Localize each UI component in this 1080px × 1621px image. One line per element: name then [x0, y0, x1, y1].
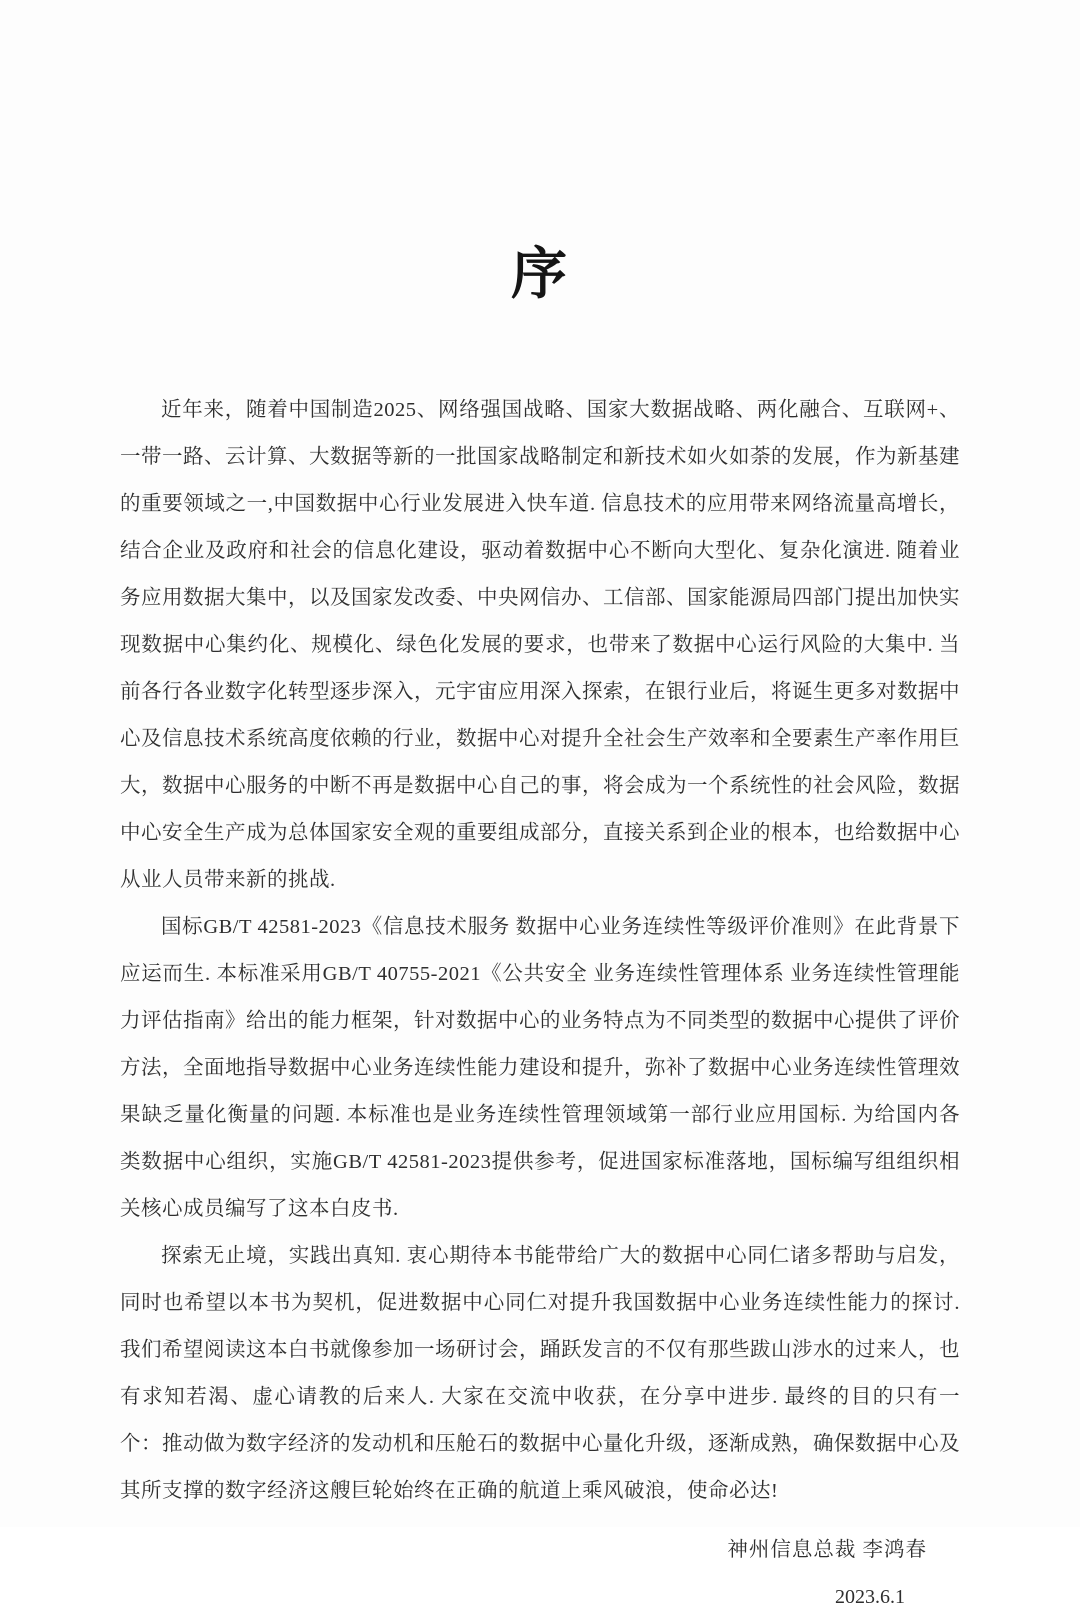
signature-line: 神州信息总裁 李鸿春	[727, 1538, 927, 1561]
body-paragraph-3: 探索无止境，实践出真知. 衷心期待本书能带给广大的数据中心同仁诸多帮助与启发，同时也希望以本书为契机，促进数据中心同仁对提升我国数据中心业务连续性能力的探讨. 我们希望阅读这本白书就像参加一场研讨会，踊跃发言的不仅有那些跋山涉水的过来人，也有求知若渴、虚心请教的后来人. 大家在交流中收获，在分享中进步. 最终的目的只有一个：推动做为数字经济的发动机和压舱石的数据中心量化升级，逐渐成熟，确保数据中心及其所支撑的数字经济这艘巨轮始终在正确的航道上乘风破浪，使命必达!	[120, 1244, 960, 1502]
body-paragraph-1: 近年来，随着中国制造2025、网络强国战略、国家大数据战略、两化融合、互联网+、一带一路、云计算、大数据等新的一批国家战略制定和新技术如火如荼的发展，作为新基建的重要领域之一,中国数据中心行业发展进入快车道. 信息技术的应用带来网络流量高增长，结合企业及政府和社会的信息化建设，驱动着数据中心不断向大型化、复杂化演进. 随着业务应用数据大集中，以及国家发改委、中央网信办、工信部、国家能源局四部门提出加快实现数据中心集约化、规模化、绿色化发展的要求，也带来了数据中心运行风险的大集中. 当前各行各业数字化转型逐步深入，元宇宙应用深入探索，在银行业后，将诞生更多对数据中心及信息技术系统高度依赖的行业，数据中心对提升全社会生产效率和全要素生产率作用巨大，数据中心服务的中断不再是数据中心自己的事，将会成为一个系统性的社会风险，数据中心安全生产成为总体国家安全观的重要组成部分，直接关系到企业的根本，也给数据中心从业人员带来新的挑战.	[120, 398, 960, 891]
signature-block	[120, 1527, 960, 1621]
document-body	[120, 387, 960, 1515]
body-paragraph-2: 国标GB/T 42581-2023《信息技术服务 数据中心业务连续性等级评价准则》在此背景下应运而生. 本标准采用GB/T 40755-2021《公共安全 业务连续性管理体系 业务连续性管理能力评估指南》给出的能力框架，针对数据中心的业务特点为不同类型的数据中心提供了评价方法，全面地指导数据中心业务连续性能力建设和提升，弥补了数据中心业务连续性管理效果缺乏量化衡量的问题. 本标准也是业务连续性管理领域第一部行业应用国标. 为给国内各类数据中心组织，实施GB/T 42581-2023提供参考，促进国家标准落地，国标编写组组织相关核心成员编写了这本白皮书.	[120, 915, 960, 1220]
date-line: 2023.6.1	[835, 1585, 905, 1608]
page-title: 序	[511, 244, 569, 306]
